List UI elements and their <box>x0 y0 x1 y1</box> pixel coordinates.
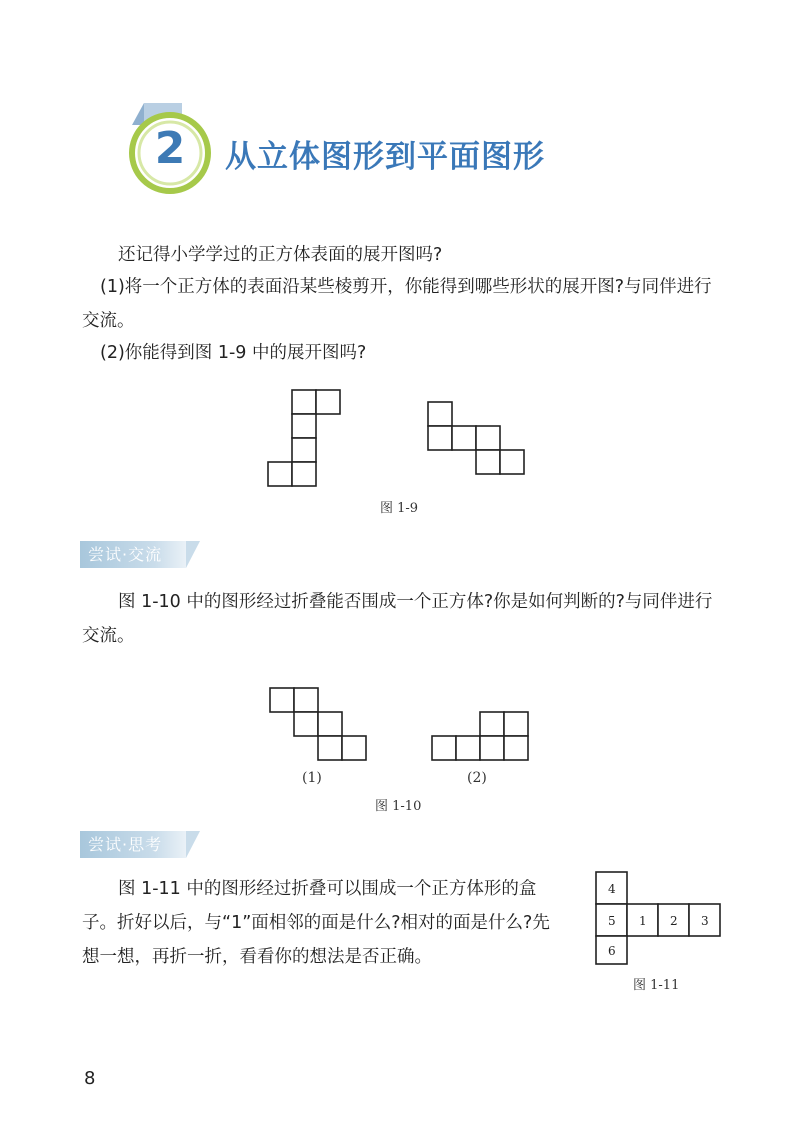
figure-1-9-caption: 图 1-9 <box>380 501 419 516</box>
chapter-title: 从立体图形到平面图形 <box>225 139 545 175</box>
figure-1-10-sub2: (2) <box>467 770 487 786</box>
page-number: 8 <box>84 1068 96 1089</box>
tab-fold <box>186 541 200 568</box>
face-label-1: 1 <box>639 914 647 928</box>
tab-fold <box>186 831 200 858</box>
net-1-9-right <box>428 402 524 474</box>
figure-1-11 <box>590 868 730 968</box>
net-1-10-1 <box>270 688 366 760</box>
figure-1-9 <box>262 384 542 494</box>
net-1-10-2 <box>432 712 528 760</box>
face-label-6: 6 <box>608 944 616 958</box>
section-tab-try-discuss <box>80 541 186 568</box>
figure-1-10 <box>262 682 542 772</box>
net-1-9-left <box>268 390 340 486</box>
chapter-header <box>120 95 560 205</box>
face-label-3: 3 <box>701 914 709 928</box>
figure-1-11-caption: 图 1-11 <box>633 978 680 993</box>
intro-item-1: (1)将一个正方体的表面沿某些棱剪开，你能得到哪些形状的展开图?与同伴进行交流。 <box>82 277 712 331</box>
face-label-4: 4 <box>608 882 616 896</box>
figure-1-10-caption: 图 1-10 <box>375 799 422 814</box>
section2-text: 图 1-11 中的图形经过折叠可以围成一个正方体形的盒子。折好以后，与“1”面相邻的面是什么?相对的面是什么?先想一想，再折一折，看看你的想法是否正确。 <box>82 879 550 967</box>
face-label-5: 5 <box>608 914 616 928</box>
section-tab-label: 尝试·交流 <box>88 545 163 564</box>
intro-question: 还记得小学学过的正方体表面的展开图吗? <box>118 245 443 265</box>
section-tab-label: 尝试·思考 <box>88 835 163 854</box>
face-label-2: 2 <box>670 914 678 928</box>
section-tab-try-think <box>80 831 186 858</box>
chapter-number: 2 <box>154 123 186 174</box>
figure-1-10-sub1: (1) <box>302 770 322 786</box>
section1-text: 图 1-10 中的图形经过折叠能否围成一个正方体?你是如何判断的?与同伴进行交流。 <box>82 592 713 646</box>
badge-ribbon-fold <box>132 103 144 125</box>
intro-item-2: (2)你能得到图 1-9 中的展开图吗? <box>100 343 367 363</box>
